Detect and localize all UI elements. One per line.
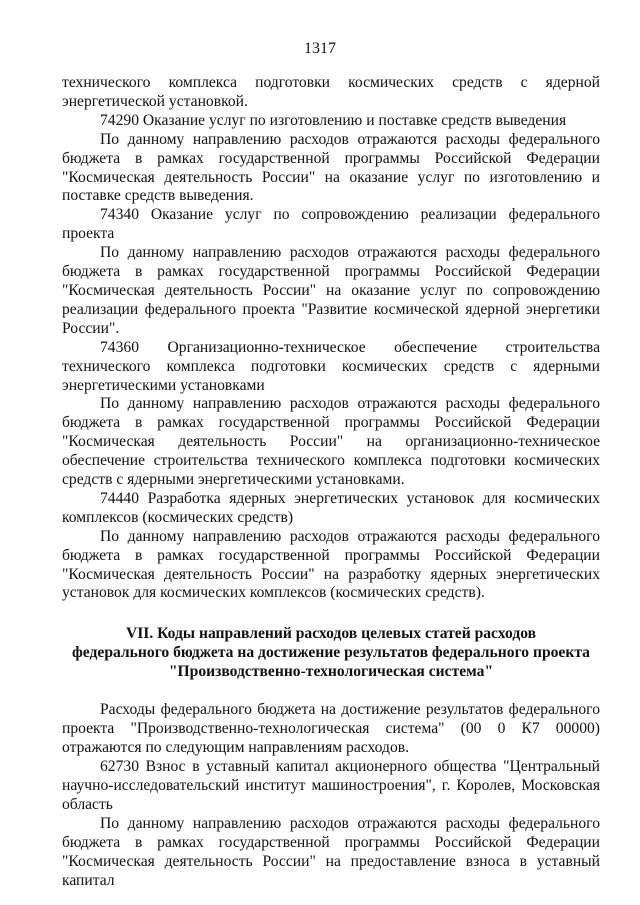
paragraph: 74290 Оказание услуг по изготовлению и поставке средств выведения — [100, 111, 567, 129]
section-heading-line: федерального бюджета на достижение результатов федерального проекта — [72, 644, 590, 662]
document-body — [62, 74, 600, 890]
paragraph: Расходы федерального бюджета на достижение результатов федерального проекта "Производственно-технологическая система" (00 0 К7 00000) отражаются по следующим направлениям расходов. — [62, 701, 600, 757]
page-number: 1317 — [304, 40, 336, 57]
paragraphs-after-heading — [62, 701, 600, 890]
paragraph: По данному направлению расходов отражаются расходы федерального бюджета в рамках государственной программы Российской Федерации "Космическая деятельность России" на разработку ядерных энергетических установок для космических комплексов (космических средств). — [62, 527, 600, 602]
section-heading-line: "Производственно-технологическая система" — [168, 663, 494, 681]
paragraph: 62730 Взнос в уставный капитал акционерного общества "Центральный научно-исследовательский институт машиностроения", г. Королев, Московская область — [62, 758, 600, 813]
paragraph: 74360 Организационно-техническое обеспечение строительства технического комплекса подготовки космических средств с ядерными энергетическими установками — [62, 338, 600, 394]
paragraph: По данному направлению расходов отражаются расходы федерального бюджета в рамках государственной программы Российской Федерации "Космическая деятельность России" на предоставление взноса в уставный капитал — [62, 814, 600, 889]
section-heading-line: VII. Коды направлений расходов целевых статей расходов — [125, 625, 537, 643]
paragraphs-before-heading — [62, 74, 600, 603]
paragraph: 74340 Оказание услуг по сопровождению реализации федерального проекта — [62, 206, 600, 243]
paragraph: технического комплекса подготовки космических средств с ядерной энергетической установкой. — [62, 74, 600, 110]
paragraph: 74440 Разработка ядерных энергетических установок для космических комплексов (космических средств) — [62, 489, 600, 526]
paragraph: По данному направлению расходов отражаются расходы федерального бюджета в рамках государственной программы Российской Федерации "Космическая деятельность России" на оказание услуг по сопровождению реализации федерального проекта "Развитие космической ядерной энергетики России". — [62, 244, 600, 337]
section-heading — [62, 624, 600, 681]
paragraph: По данному направлению расходов отражаются расходы федерального бюджета в рамках государственной программы Российской Федерации "Космическая деятельность России" на оказание услуг по изготовлению и поставке средств выведения. — [62, 130, 600, 205]
paragraph: По данному направлению расходов отражаются расходы федерального бюджета в рамках государственной программы Российской Федерации "Космическая деятельность России" на организационно-техническое обеспечение строительства технического комплекса подготовки космических средств с ядерными энергетическими установками. — [62, 395, 600, 489]
